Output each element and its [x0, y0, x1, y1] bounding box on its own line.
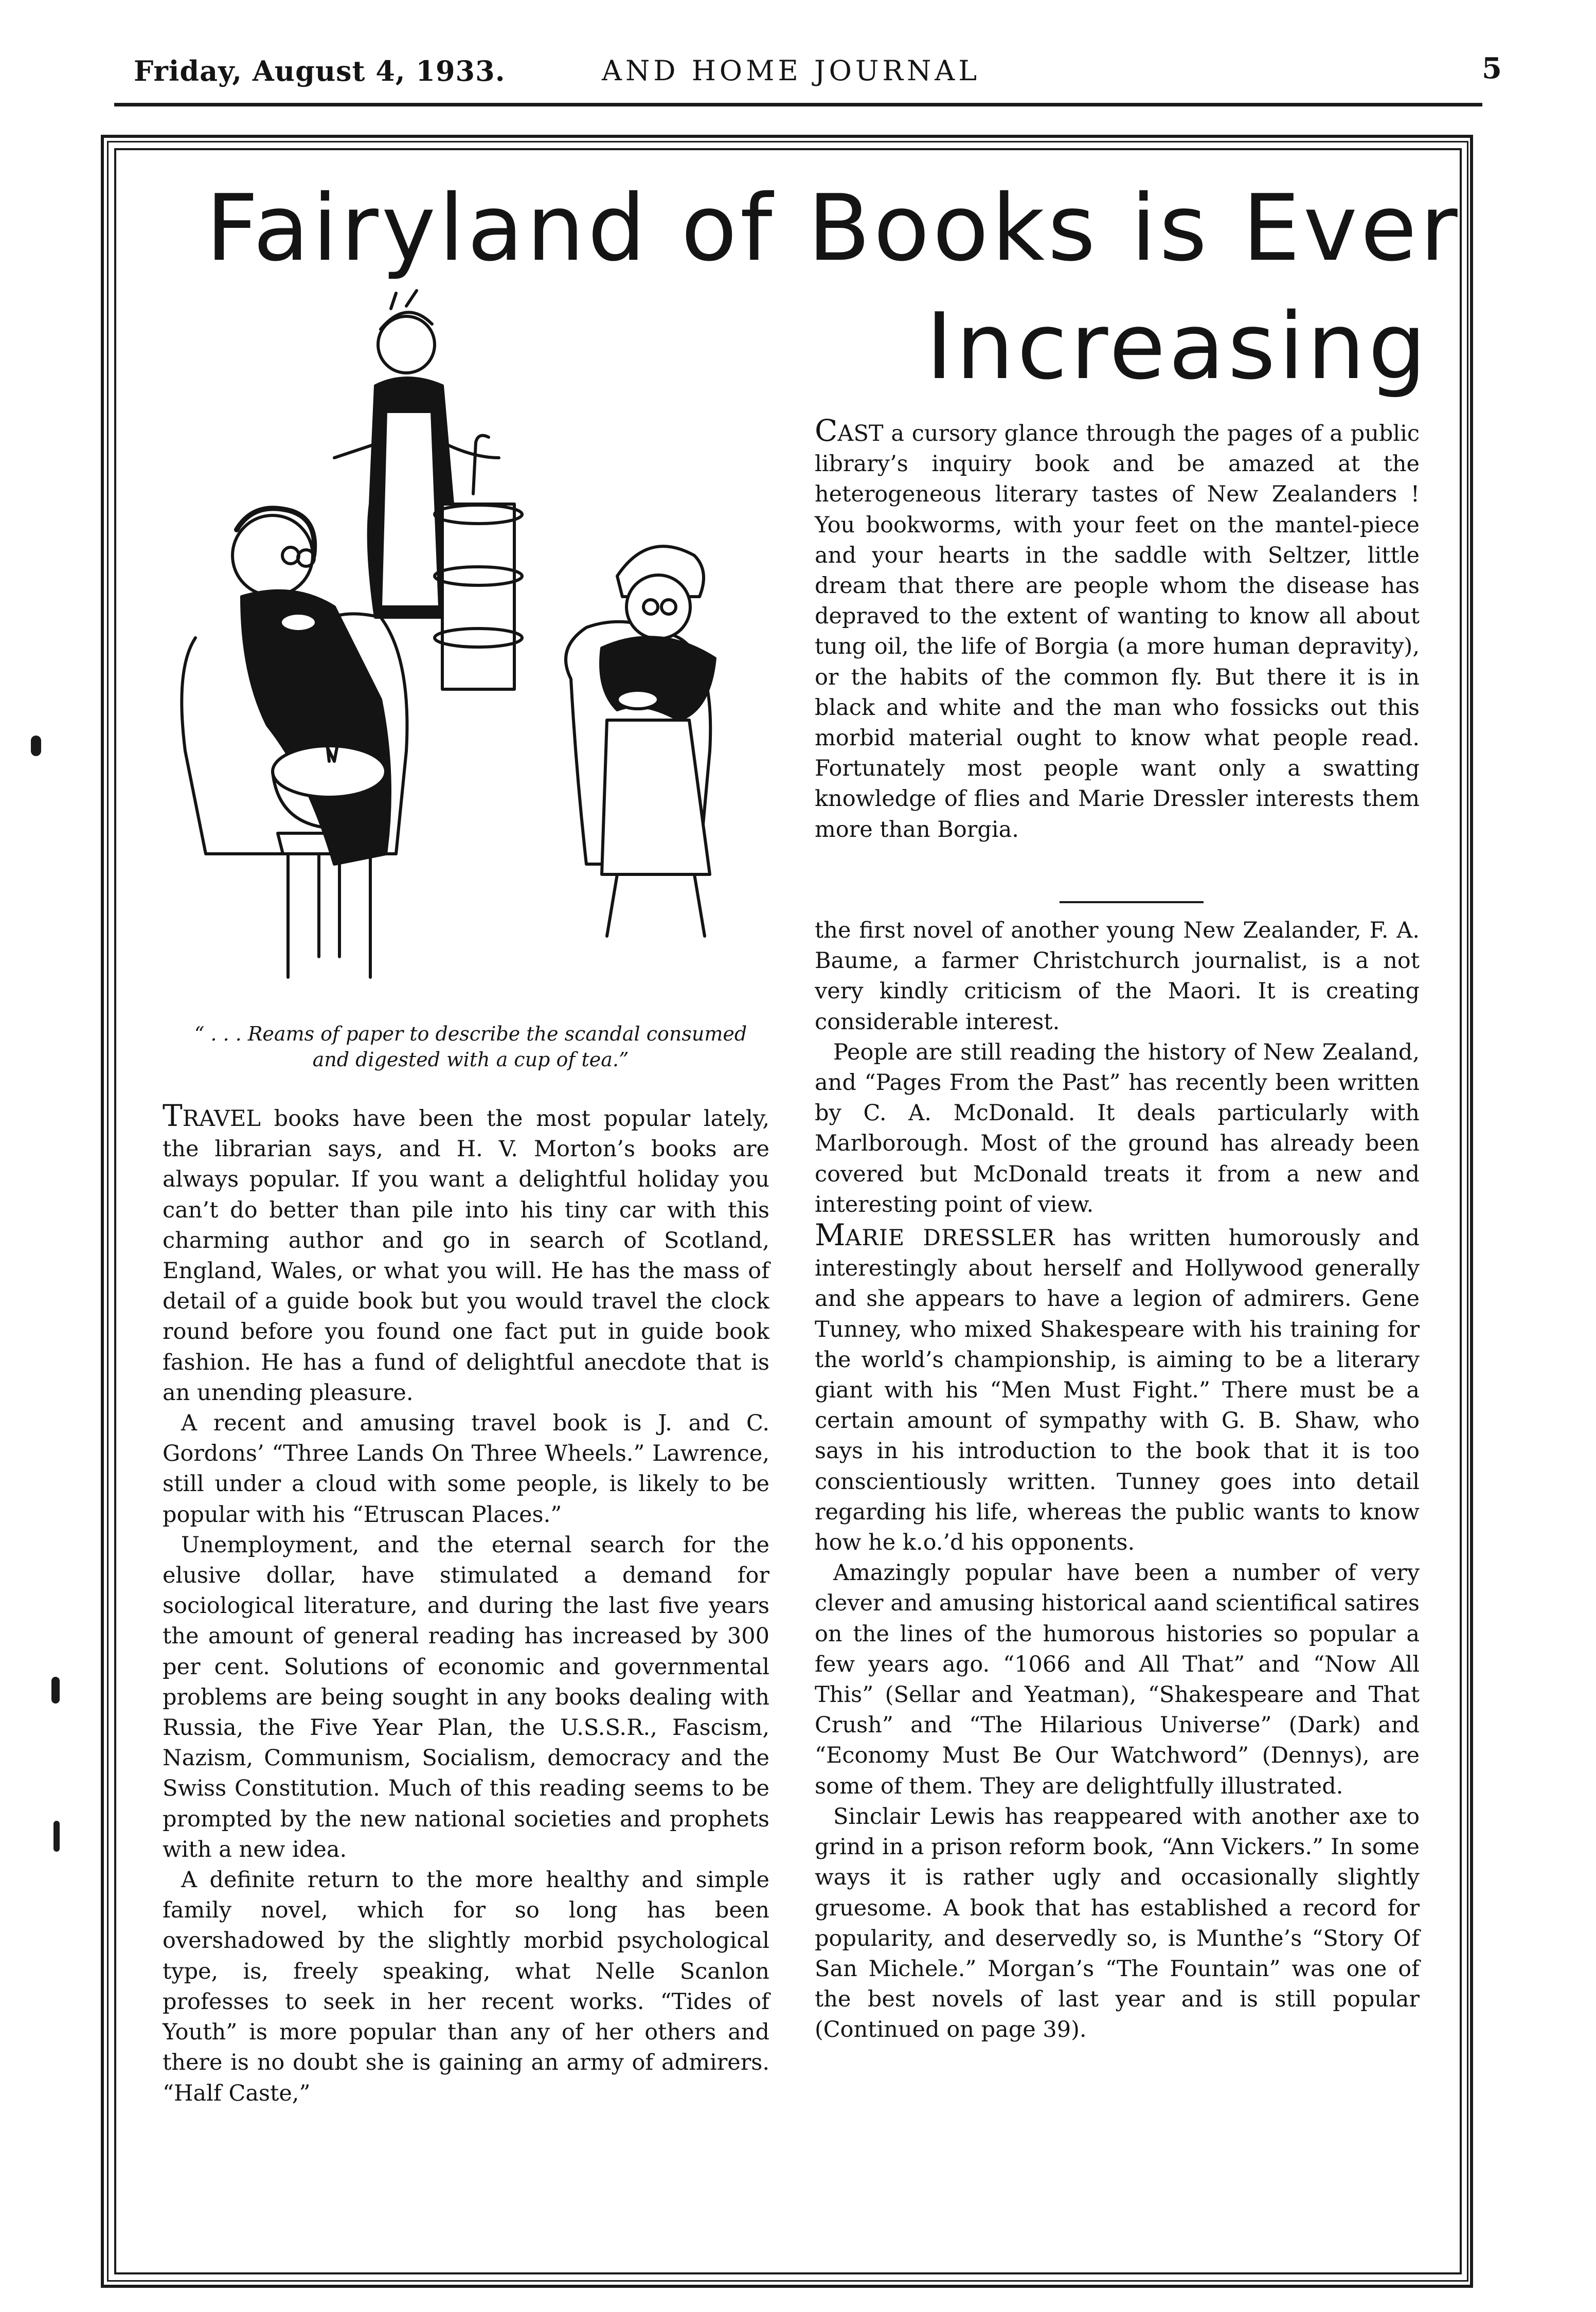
history-paragraph: People are still reading the history of New Zealand, and “Pages From the Past” has recently been written by C. A. McDonald. It deals particularly with Marlborough. Most of the ground has already been covered but McDonald treats it from a new and interesting point of view.	[815, 1039, 1420, 1217]
right-column	[815, 916, 1420, 2046]
frame-right-rule	[1467, 141, 1468, 2282]
sinclair-lewis-paragraph: Sinclair Lewis has reappeared with another axe to grind in a prison reform book, “Ann Vickers.” In some ways it is rather ugly and occasionally slightly gruesome. A book that has established a record for popularity, and deservedly so, is Munthe’s “Story Of San Michele.” Morgan’s “The Fountain” was one of the best novels of last year and is still popular	[815, 1803, 1420, 2013]
dressler-paragraph: has written humorously and interestingly about herself and Hollywood generally and she appears to have a legion of admirers. Gene Tunney, who mixed Shakespeare with his training for the world’s championship, is aiming to be a literary giant with his “Men Must Fight.” There must be a certain amount of sympathy with G. B. Shaw, who says in his introduction to the book that it is too conscientiously written. Tunney goes into detail regarding his life, whereas the public wants to know how he k.o.’d his opponents.	[815, 1225, 1420, 1556]
teacup-left	[280, 613, 316, 632]
issue-date: Friday, August 4, 1933.	[134, 55, 506, 87]
left-column	[163, 1098, 769, 2109]
frame-left-rule	[107, 141, 109, 2282]
half-caste-paragraph: the first novel of another young New Zealander, F. A. Baume, a farmer Christchurch journalist, is a not very kindly criticism of the Maori. It is creating considerable interest.	[815, 918, 1420, 1035]
fur-collar	[601, 637, 715, 720]
maid-apron	[381, 411, 440, 607]
page-header	[134, 51, 1502, 93]
satires-paragraph: Amazingly popular have been a number of very clever and amusing historical aand scientifical satires on the lines of the humorous histories so popular a few years ago. “1066 and All That” and “Now All This” (Sellar and Yeatman), “Shakespeare and That Crush” and “The Hilarious Universe” (Dark) and “Economy Must Be Our Watchword” (Dennys), are some of them. They are delightfully illustrated.	[815, 1560, 1420, 1799]
dressler-name: ARIE DRESSLER	[845, 1225, 1055, 1251]
illustration-caption: “ . . . Reams of paper to describe the scandal consumed and digested with a cup of tea.”	[194, 1023, 747, 1071]
left-woman-head	[232, 515, 313, 596]
frame-top-rule	[107, 141, 1468, 142]
headline-line-2: Increasing	[926, 293, 1430, 400]
right-woman-skirt	[602, 720, 710, 874]
frame-bottom-rule	[107, 2280, 1468, 2282]
continued-note: (Continued on page 39).	[815, 2017, 1087, 2043]
family-novel-paragraph: A definite return to the more healthy and simple family novel, which for so long has been overshadowed by the slightly morbid psychological type, is, freely speaking, what Nelle Scanlon professes to seek in her recent works. “Tides of Youth” is more popular than any of her others and there is no doubt she is gaining an army of admirers. “Half Caste,”	[163, 1867, 769, 2106]
dressler-dropcap: M	[815, 1217, 846, 1253]
publication-title: AND HOME JOURNAL	[602, 55, 981, 87]
tea-party-illustration	[165, 288, 772, 998]
sociology-paragraph: Unemployment, and the eternal search for the elusive dollar, have stimulated a demand for sociological literature, and during the last five years the amount of general reading has increased by 300 per cent. Solutions of economic and governmental problems are being sought in any books dealing with Russia, the Five Year Plan, the U.S.S.R., Fascism, Nazism, Communism, Socialism, democracy and the Swiss Constitution. Much of this reading seems to be prompted by the new national societies and prophets with a new idea.	[163, 1532, 769, 1862]
headline-line-1: Fairyland of Books is Ever	[206, 175, 1461, 281]
margin-mark	[51, 1677, 60, 1704]
travel-paragraph: RAVEL books have been the most popular lately, the librarian says, and H. V. Morton’s books are always popular. If you want a delightful holiday you can’t do better than pile into his tiny car with this charming author and go in search of Scotland, England, Wales, or what you will. He has the mass of detail of a guide book but you would travel the clock round before you found one fact put in guide book fashion. He has a fund of delightful anecdote that is an unending pleasure.	[163, 1106, 769, 1406]
margin-mark	[31, 736, 41, 756]
header-rule	[114, 103, 1482, 106]
intro-dropcap: C	[815, 413, 838, 448]
page-number: 5	[1482, 51, 1502, 85]
margin-mark	[53, 1821, 60, 1852]
stool	[278, 833, 381, 977]
section-divider	[1060, 901, 1204, 903]
travel-dropcap: T	[163, 1098, 183, 1133]
gordons-paragraph: A recent and amusing travel book is J. and C. Gordons’ “Three Lands On Three Wheels.” Lawrence, still under a cloud with some people, is likely to be popular with his “Etruscan Places.”	[163, 1410, 769, 1528]
intro-text: AST a cursory glance through the pages of a public library’s inquiry book and be amazed at the heterogeneous literary tastes of New Zealanders ! You bookworms, with your feet on the mantel-piece and your hearts in the saddle with Seltzer, little dream that there are people whom the disease has depraved to the extent of wanting to know all about tung oil, the life of Borgia (a more human depravity), or the habits of the common fly. But there it is in black and white and the man who fossicks out this morbid material ought to know what people read. Fortunately most people want only a swatting knowledge of flies and Marie Dressler interests them more than Borgia.	[815, 421, 1420, 843]
teacup-right	[617, 690, 658, 709]
cake-stand	[442, 504, 514, 689]
intro-column	[815, 413, 1420, 845]
